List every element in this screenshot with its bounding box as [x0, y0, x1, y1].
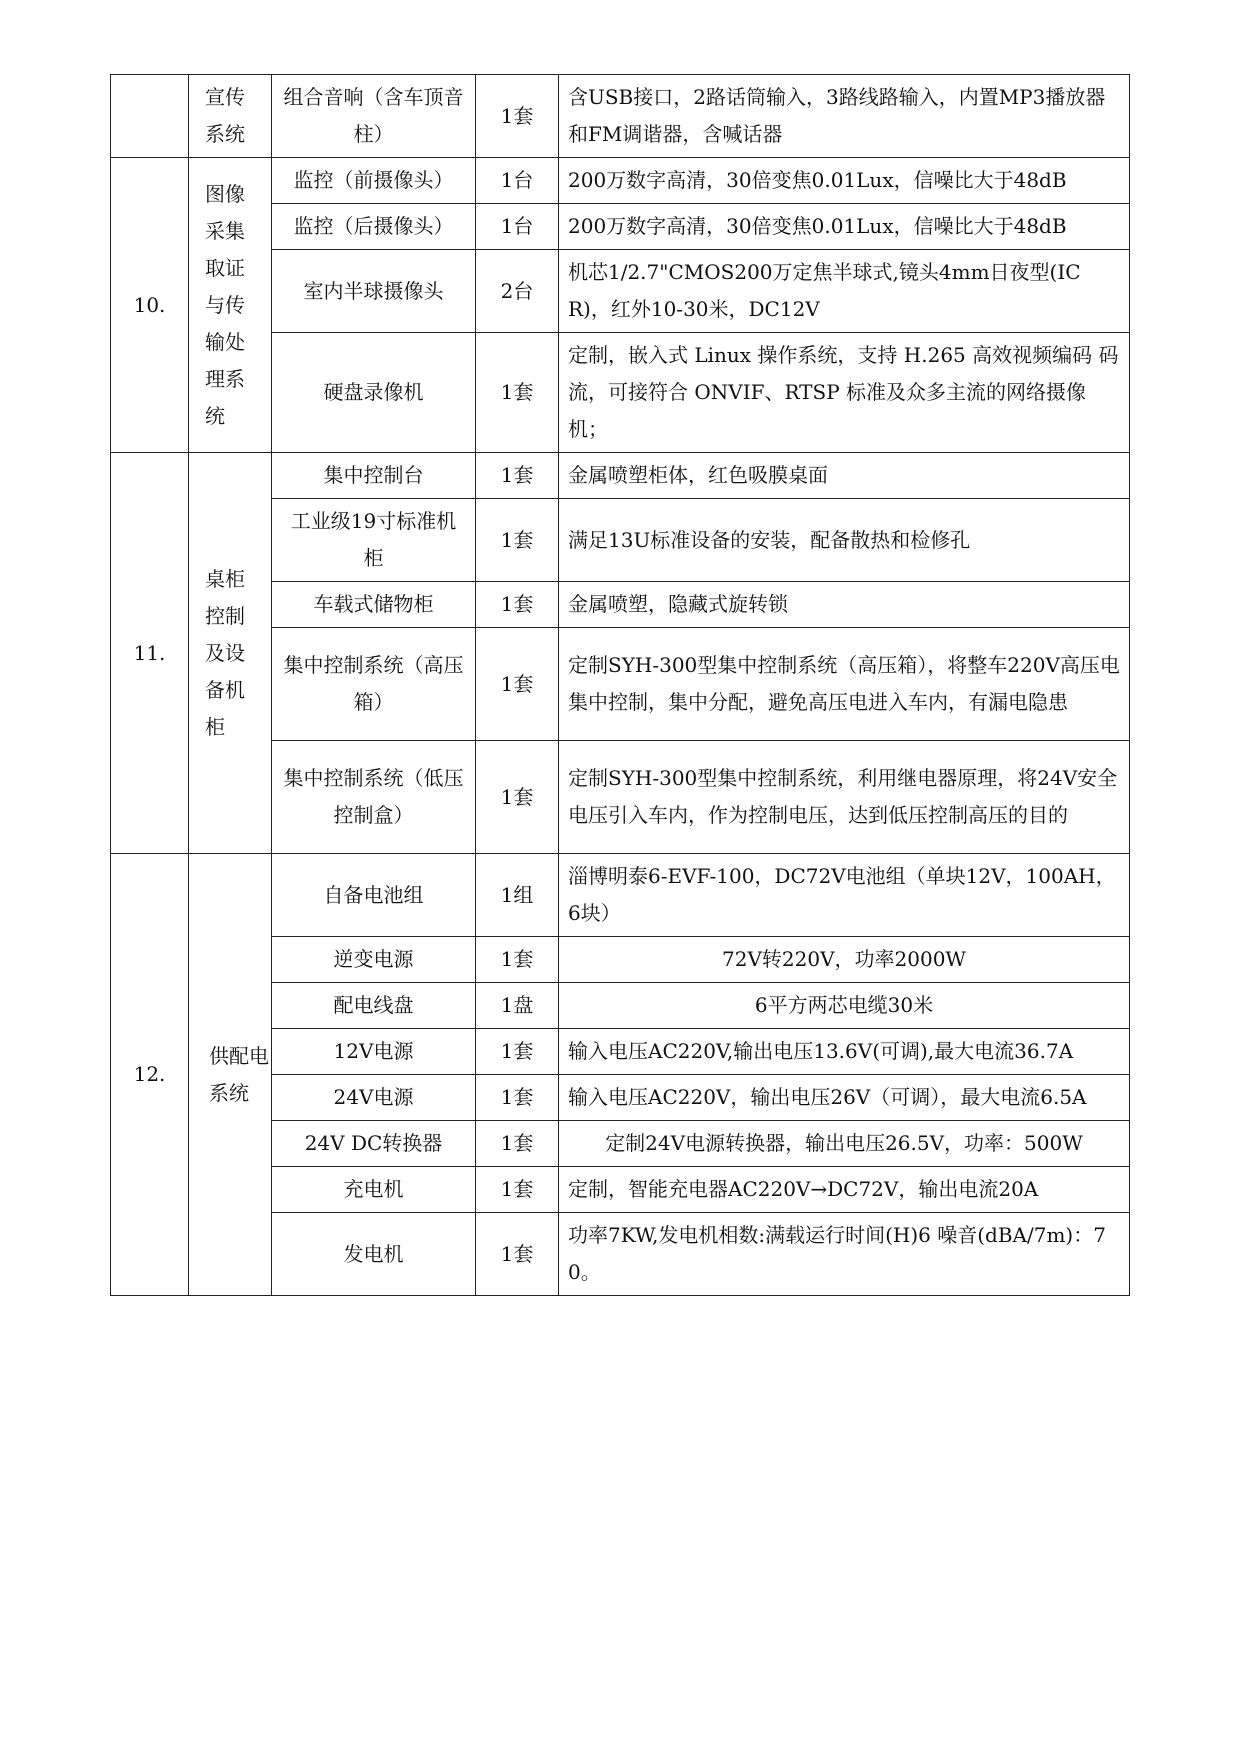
- specification: 输入电压AC220V,输出电压13.6V(可调),最大电流36.7A: [559, 1029, 1130, 1075]
- quantity: 1套: [476, 1029, 559, 1075]
- specification: 机芯1/2.7"CMOS200万定焦半球式,镜头4mm日夜型(ICR)，红外10-30米，DC12V: [559, 250, 1130, 333]
- quantity: 2台: [476, 250, 559, 333]
- system-name: 供配电系统: [189, 854, 272, 1296]
- equipment-name: 工业级19寸标准机柜: [272, 499, 476, 582]
- specification: 金属喷塑柜体，红色吸膜桌面: [559, 453, 1130, 499]
- specification: 输入电压AC220V，输出电压26V（可调），最大电流6.5A: [559, 1075, 1130, 1121]
- specification: 200万数字高清，30倍变焦0.01Lux，信噪比大于48dB: [559, 204, 1130, 250]
- equipment-name: 监控（前摄像头）: [272, 158, 476, 204]
- quantity: 1套: [476, 1121, 559, 1167]
- table-row: [111, 453, 1130, 499]
- specification: 6平方两芯电缆30米: [559, 983, 1130, 1029]
- equipment-name: 自备电池组: [272, 854, 476, 937]
- equipment-name: 硬盘录像机: [272, 333, 476, 453]
- equipment-name: 发电机: [272, 1213, 476, 1296]
- specification: 满足13U标准设备的安装，配备散热和检修孔: [559, 499, 1130, 582]
- equipment-name: 集中控制台: [272, 453, 476, 499]
- equipment-table: [110, 74, 1130, 1296]
- row-number: [111, 75, 189, 158]
- specification: 定制SYH-300型集中控制系统，利用继电器原理，将24V安全电压引入车内，作为控制电压，达到低压控制高压的目的: [559, 741, 1130, 854]
- equipment-name: 组合音响（含车顶音柱）: [272, 75, 476, 158]
- equipment-name: 配电线盘: [272, 983, 476, 1029]
- equipment-name: 集中控制系统（低压控制盒）: [272, 741, 476, 854]
- row-number: 10.: [111, 158, 189, 453]
- quantity: 1台: [476, 158, 559, 204]
- equipment-name: 24V DC转换器: [272, 1121, 476, 1167]
- row-number: 11.: [111, 453, 189, 854]
- specification: 功率7KW,发电机相数:满载运行时间(H)6 噪音(dBA/7m)：70。: [559, 1213, 1130, 1296]
- quantity: 1套: [476, 741, 559, 854]
- quantity: 1套: [476, 333, 559, 453]
- table-row: [111, 854, 1130, 937]
- quantity: 1套: [476, 453, 559, 499]
- quantity: 1套: [476, 582, 559, 628]
- quantity: 1套: [476, 1213, 559, 1296]
- quantity: 1套: [476, 75, 559, 158]
- specification: 定制，智能充电器AC220V→DC72V，输出电流20A: [559, 1167, 1130, 1213]
- quantity: 1套: [476, 499, 559, 582]
- equipment-name: 监控（后摄像头）: [272, 204, 476, 250]
- equipment-name: 车载式储物柜: [272, 582, 476, 628]
- equipment-name: 室内半球摄像头: [272, 250, 476, 333]
- system-name: 图像采集取证与传输处理系统: [189, 158, 272, 453]
- quantity: 1台: [476, 204, 559, 250]
- equipment-name: 充电机: [272, 1167, 476, 1213]
- specification: 定制，嵌入式 Linux 操作系统，支持 H.265 高效视频编码 码流，可接符合 ONVIF、RTSP 标准及众多主流的网络摄像机；: [559, 333, 1130, 453]
- table-row: [111, 158, 1130, 204]
- system-name: 宣传系统: [189, 75, 272, 158]
- specification: 金属喷塑，隐藏式旋转锁: [559, 582, 1130, 628]
- specification: 72V转220V，功率2000W: [559, 937, 1130, 983]
- equipment-name: 12V电源: [272, 1029, 476, 1075]
- quantity: 1盘: [476, 983, 559, 1029]
- quantity: 1套: [476, 1167, 559, 1213]
- quantity: 1套: [476, 937, 559, 983]
- specification: 定制24V电源转换器，输出电压26.5V，功率：500W: [559, 1121, 1130, 1167]
- specification: 含USB接口，2路话筒输入，3路线路输入，内置MP3播放器和FM调谐器，含喊话器: [559, 75, 1130, 158]
- quantity: 1组: [476, 854, 559, 937]
- quantity: 1套: [476, 1075, 559, 1121]
- system-name: 桌柜控制及设备机柜: [189, 453, 272, 854]
- specification: 淄博明泰6-EVF-100，DC72V电池组（单块12V，100AH，6块）: [559, 854, 1130, 937]
- quantity: 1套: [476, 628, 559, 741]
- equipment-name: 逆变电源: [272, 937, 476, 983]
- specification: 200万数字高清，30倍变焦0.01Lux，信噪比大于48dB: [559, 158, 1130, 204]
- equipment-name: 24V电源: [272, 1075, 476, 1121]
- specification: 定制SYH-300型集中控制系统（高压箱），将整车220V高压电集中控制，集中分配，避免高压电进入车内，有漏电隐患: [559, 628, 1130, 741]
- row-number: 12.: [111, 854, 189, 1296]
- equipment-name: 集中控制系统（高压箱）: [272, 628, 476, 741]
- table-row: [111, 75, 1130, 158]
